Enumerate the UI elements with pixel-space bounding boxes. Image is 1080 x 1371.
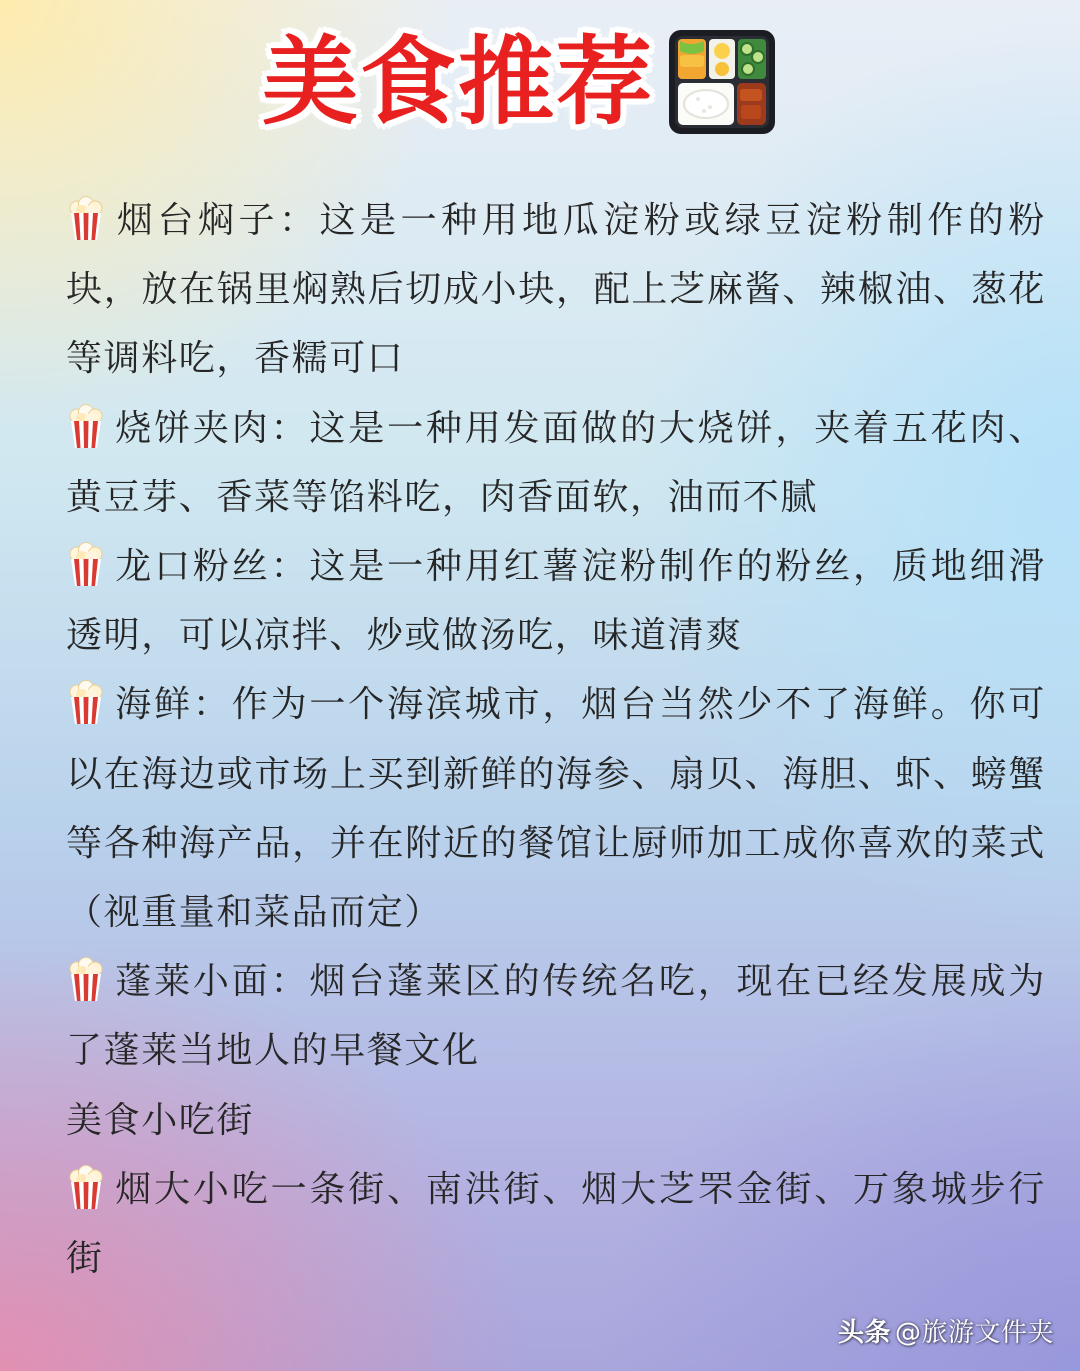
popcorn-icon: [66, 196, 106, 242]
popcorn-icon: [66, 404, 106, 450]
watermark-brand: 头条: [837, 1318, 891, 1348]
item-text: 蓬莱小面：烟台蓬莱区的传统名吃，现在已经发展成为了蓬莱当地人的早餐文化: [66, 961, 1046, 1072]
item-text: 海鲜：作为一个海滨城市，烟台当然少不了海鲜。你可以在海边或市场上买到新鲜的海参、扇贝、海胆、虾、螃蟹等各种海产品，并在附近的餐馆让厨师加工成你喜欢的菜式（视重量和菜品而定）: [66, 684, 1046, 934]
popcorn-icon: [66, 957, 106, 1003]
page-header: [262, 22, 776, 142]
section-heading-text: 美食小吃街: [66, 1099, 255, 1141]
food-recommendation-list: [66, 186, 1046, 1293]
item-text: 烧饼夹肉：这是一种用发面做的大烧饼，夹着五花肉、黄豆芽、香菜等馅料吃，肉香面软，油而不腻: [66, 407, 1046, 518]
list-item: [66, 532, 1046, 670]
watermark-handle: @旅游文件夹: [894, 1318, 1054, 1348]
list-item: [66, 947, 1046, 1085]
bento-box-icon: [668, 29, 776, 135]
list-item: [66, 670, 1046, 947]
page-title: 美食推荐: [262, 26, 654, 138]
item-text: 烟台焖子：这是一种用地瓜淀粉或绿豆淀粉制作的粉块，放在锅里焖熟后切成小块，配上芝麻酱、辣椒油、葱花等调料吃，香糯可口: [66, 200, 1046, 380]
popcorn-icon: [66, 1165, 106, 1211]
section-heading: [66, 1086, 1046, 1155]
item-text: 龙口粉丝：这是一种用红薯淀粉制作的粉丝，质地细滑透明，可以凉拌、炒或做汤吃，味道清爽: [66, 546, 1046, 657]
source-watermark: [838, 1312, 1054, 1349]
popcorn-icon: [66, 680, 106, 726]
list-item: [66, 1155, 1046, 1293]
list-item: [66, 186, 1046, 394]
list-item: [66, 394, 1046, 532]
item-text: 烟大小吃一条街、南洪街、烟大芝罘金街、万象城步行街: [66, 1168, 1046, 1280]
popcorn-icon: [66, 542, 106, 588]
